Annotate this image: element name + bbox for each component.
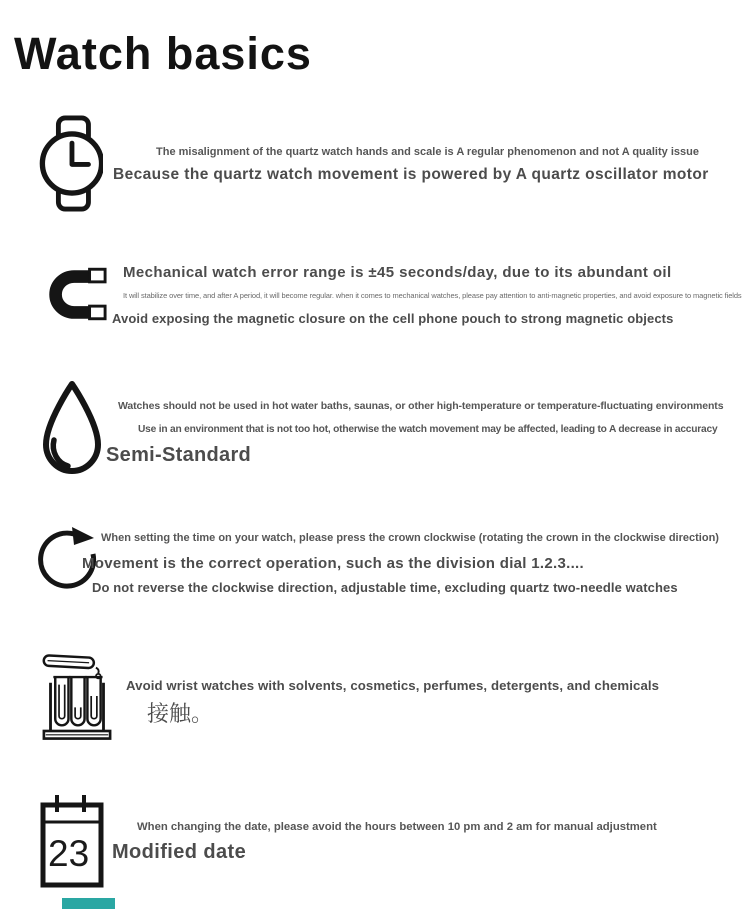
temperature-note-heading: Semi-Standard xyxy=(106,444,252,466)
wristwatch-icon xyxy=(39,115,103,212)
temperature-note-line2: Use in an environment that is not too hot, otherwise the watch movement may be affected, leading to A decrease in accuracy xyxy=(138,424,718,435)
magnet-icon xyxy=(42,266,108,322)
chemicals-note-cjk: 接触。 xyxy=(147,701,214,726)
magnet-note-small: It will stabilize over time, and after A period, it will become regular. when it comes to mechanical watches, please pay attention to anti-magnetic properties, and avoid exposure to magnetic fields xyxy=(123,291,742,300)
calendar-icon xyxy=(40,793,104,888)
temperature-note-line1: Watches should not be used in hot water baths, saunas, or other high-temperature or temperature-fluctuating environments xyxy=(118,400,724,412)
chemicals-note-main: Avoid wrist watches with solvents, cosmetics, perfumes, detergents, and chemicals xyxy=(126,678,660,693)
crown-note-secondary: Do not reverse the clockwise direction, adjustable time, excluding quartz two-needle watches xyxy=(92,580,678,595)
magnet-note-secondary: Avoid exposing the magnetic closure on the cell phone pouch to strong magnetic objects xyxy=(112,311,674,326)
test-tubes-icon xyxy=(42,647,112,745)
quartz-note-main: Because the quartz watch movement is powered by A quartz oscillator motor xyxy=(113,166,709,183)
crown-note-small: When setting the time on your watch, please press the crown clockwise (rotating the crown in the clockwise direction) xyxy=(101,532,719,544)
page-title: Watch basics xyxy=(14,28,312,79)
calendar-day-number: 23 xyxy=(48,833,90,874)
teal-banner-fragment xyxy=(62,898,115,909)
date-note-small: When changing the date, please avoid the hours between 10 pm and 2 am for manual adjustment xyxy=(137,821,657,833)
magnet-note-main: Mechanical watch error range is ±45 seconds/day, due to its abundant oil xyxy=(123,264,672,281)
date-note-heading: Modified date xyxy=(112,841,247,863)
crown-note-main: Movement is the correct operation, such as the division dial 1.2.3.... xyxy=(82,555,584,572)
quartz-note-small: The misalignment of the quartz watch hands and scale is A regular phenomenon and not A quality issue xyxy=(156,146,699,158)
water-drop-icon xyxy=(40,379,104,477)
